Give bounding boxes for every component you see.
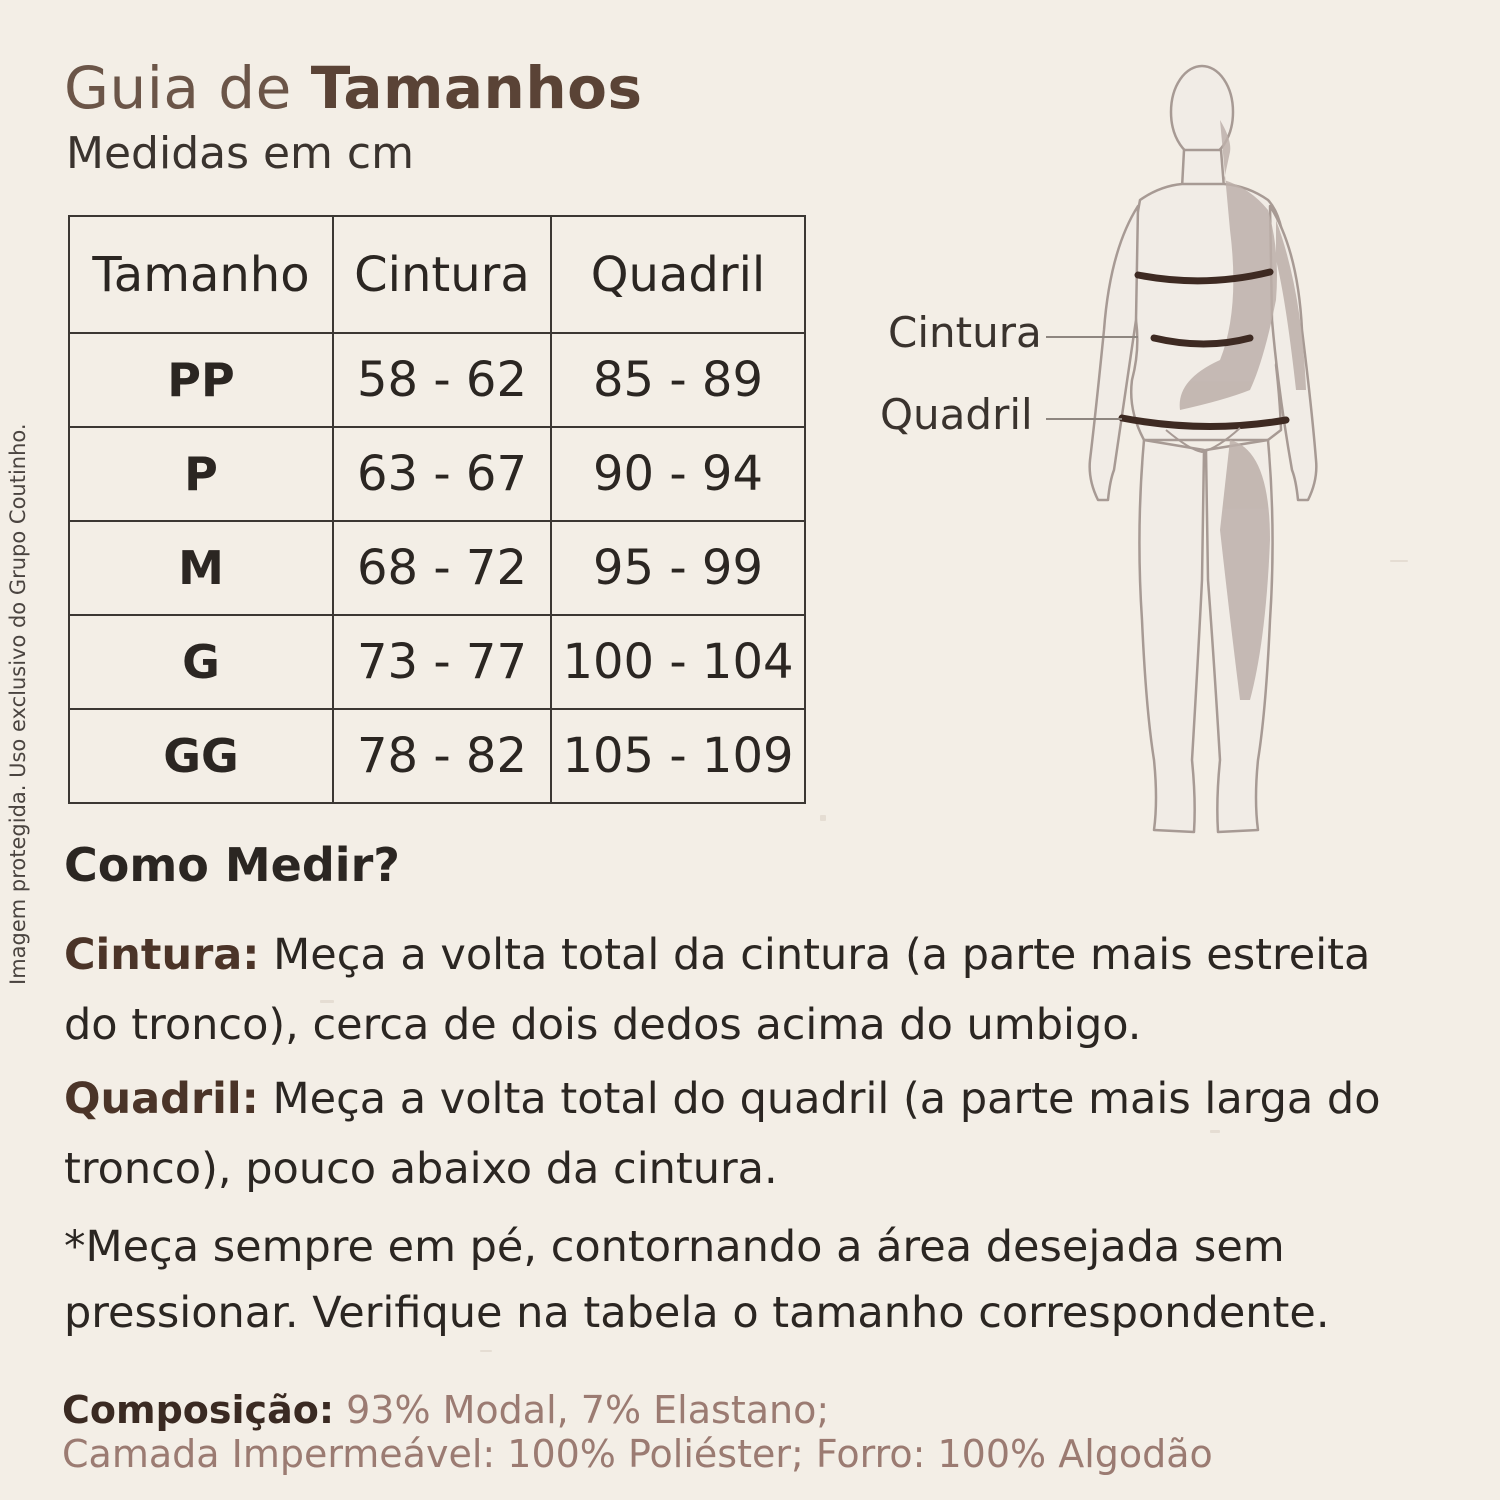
- hip-text: Meça a volta total do quadril (a parte mais larga do tronco), pouco abaixo da cintura.: [64, 1074, 1381, 1194]
- size-table: [68, 215, 806, 804]
- size-cell: P: [69, 427, 333, 521]
- title-prefix: Guia de: [64, 54, 292, 122]
- size-cell: GG: [69, 709, 333, 803]
- waist-cell: 68 - 72: [333, 521, 551, 615]
- table-row: [69, 427, 805, 521]
- watermark-text: Imagem protegida. Uso exclusivo do Grupo Coutinho.: [6, 423, 30, 985]
- hip-term: Quadril:: [64, 1074, 259, 1124]
- hip-instruction: [64, 1064, 1394, 1204]
- waist-cell: 78 - 82: [333, 709, 551, 803]
- waist-text: Meça a volta total da cintura (a parte mais estreita do tronco), cerca de dois dedos acima do umbigo.: [64, 930, 1371, 1050]
- composition-line-1: [62, 1388, 1362, 1432]
- composition-block: [62, 1388, 1362, 1476]
- measuring-note: *Meça sempre em pé, contornando a área desejada sem pressionar. Verifique na tabela o tamanho correspondente.: [64, 1222, 1330, 1338]
- paper-fleck: [1390, 560, 1408, 562]
- table-row: [69, 521, 805, 615]
- hip-cell: 85 - 89: [551, 333, 805, 427]
- hip-pointer-line: [1046, 418, 1122, 420]
- header-hip: Quadril: [551, 216, 805, 333]
- composition-value-1: 93% Modal, 7% Elastano;: [346, 1388, 830, 1432]
- paper-fleck: [480, 1350, 492, 1352]
- hip-cell: 100 - 104: [551, 615, 805, 709]
- hip-cell: 90 - 94: [551, 427, 805, 521]
- paper-fleck: [820, 815, 826, 821]
- size-cell: M: [69, 521, 333, 615]
- table-row: [69, 333, 805, 427]
- table-row: [69, 615, 805, 709]
- waist-cell: 58 - 62: [333, 333, 551, 427]
- waist-figure-label: Cintura: [888, 308, 1042, 357]
- size-cell: G: [69, 615, 333, 709]
- waist-cell: 73 - 77: [333, 615, 551, 709]
- waist-cell: 63 - 67: [333, 427, 551, 521]
- hip-cell: 105 - 109: [551, 709, 805, 803]
- header-waist: Cintura: [333, 216, 551, 333]
- composition-line-2: Camada Impermeável: 100% Poliéster; Forro: 100% Algodão: [62, 1432, 1213, 1476]
- page-subtitle: Medidas em cm: [66, 128, 414, 179]
- table-header-row: [69, 216, 805, 333]
- composition-label: Composição:: [62, 1388, 335, 1432]
- how-to-heading: Como Medir?: [64, 838, 400, 892]
- title-bold: Tamanhos: [310, 54, 643, 122]
- size-cell: PP: [69, 333, 333, 427]
- waist-pointer-line: [1046, 336, 1138, 338]
- waist-instruction: [64, 920, 1394, 1060]
- waist-term: Cintura:: [64, 930, 260, 980]
- page-title: [64, 54, 643, 122]
- table-row: [69, 709, 805, 803]
- hip-figure-label: Quadril: [880, 390, 1033, 439]
- hip-cell: 95 - 99: [551, 521, 805, 615]
- figure-outline: [1090, 66, 1317, 832]
- body-figure-illustration: [1080, 60, 1330, 850]
- header-size: Tamanho: [69, 216, 333, 333]
